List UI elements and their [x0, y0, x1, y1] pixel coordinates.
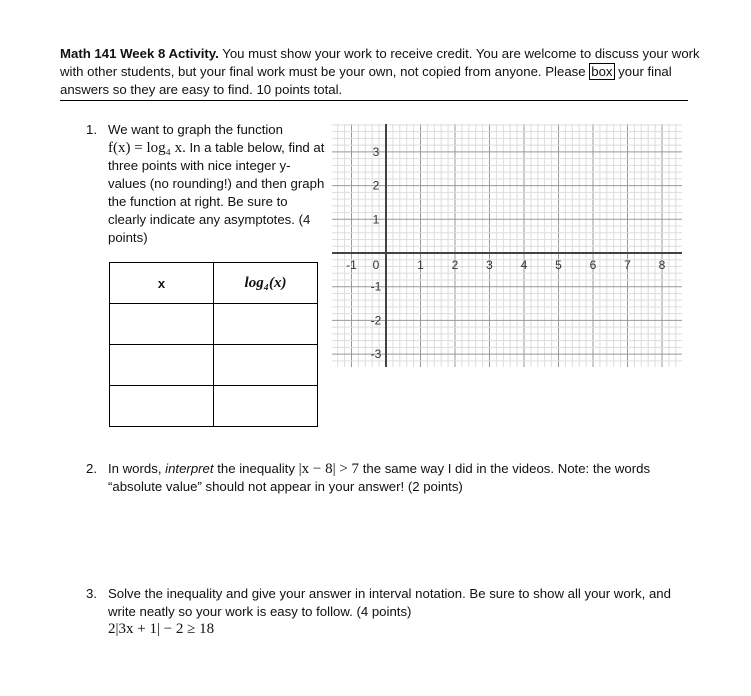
x-tick-label: 3: [486, 258, 493, 272]
header-x: x: [110, 263, 214, 304]
q2-interpret: interpret: [165, 461, 214, 476]
y-tick-label: 1: [372, 212, 380, 227]
q3-inequality: 2|3x + 1| − 2 ≥ 18: [108, 621, 215, 637]
q3-number: 3.: [86, 586, 97, 601]
x-tick-label: 5: [555, 258, 562, 272]
q3-text: Solve the inequality and give your answer in interval notation. Be sure to show all your work, and write neatly so your work is easy to follow. (4 points): [108, 586, 671, 619]
y-tick-label: 3: [372, 144, 380, 159]
y-tick-label: -1: [370, 279, 382, 294]
x-tick-label: 4: [520, 258, 528, 272]
x-tick-label: -1: [346, 258, 357, 272]
q2-inequality: |x − 8| > 7: [298, 461, 360, 477]
y-tick-label: 2: [372, 178, 380, 193]
x-tick-label: 7: [624, 258, 631, 272]
q1-line1: We want to graph the function: [108, 122, 283, 137]
x-tick-label: 8: [658, 258, 666, 272]
x-tick-label: 6: [589, 258, 597, 272]
q2-number: 2.: [86, 461, 97, 476]
q1-line2: In a table below,: [185, 140, 285, 155]
q1-function: f(x) = log₄ x.: [108, 140, 186, 156]
header-text-2: your final answers so they are easy to find. 10 points total.: [60, 64, 672, 97]
y-tick-label: -2: [370, 313, 382, 328]
q1-number: 1.: [86, 122, 97, 137]
q2-t4: the same way I did in the videos. Note: the words “absolute value” should not appear in your answer! (2 points): [108, 461, 651, 494]
q2-t3: the inequality: [213, 461, 299, 476]
q2-t1: In words,: [108, 461, 166, 476]
x-tick-label: 1: [417, 258, 424, 272]
q1-rest: find at three points with nice integer y-values (no rounding!) and then graph the function at right. Be sure to clearly indicate any asymptotes. (4 points): [108, 140, 325, 245]
q2-text: [108, 460, 698, 496]
activity-title: Math 141 Week 8 Activity.: [60, 46, 219, 61]
y-tick-label: -3: [370, 347, 382, 362]
x-tick-label: 0: [372, 258, 380, 272]
header-log: log₄(x): [214, 263, 318, 304]
boxed-word: box: [591, 64, 613, 79]
x-tick-label: 2: [451, 258, 459, 272]
header-text: You must show your work to receive credit. You are welcome to discuss your work with other students, but your final work must be your own, not copied from anyone. Please: [60, 46, 700, 79]
